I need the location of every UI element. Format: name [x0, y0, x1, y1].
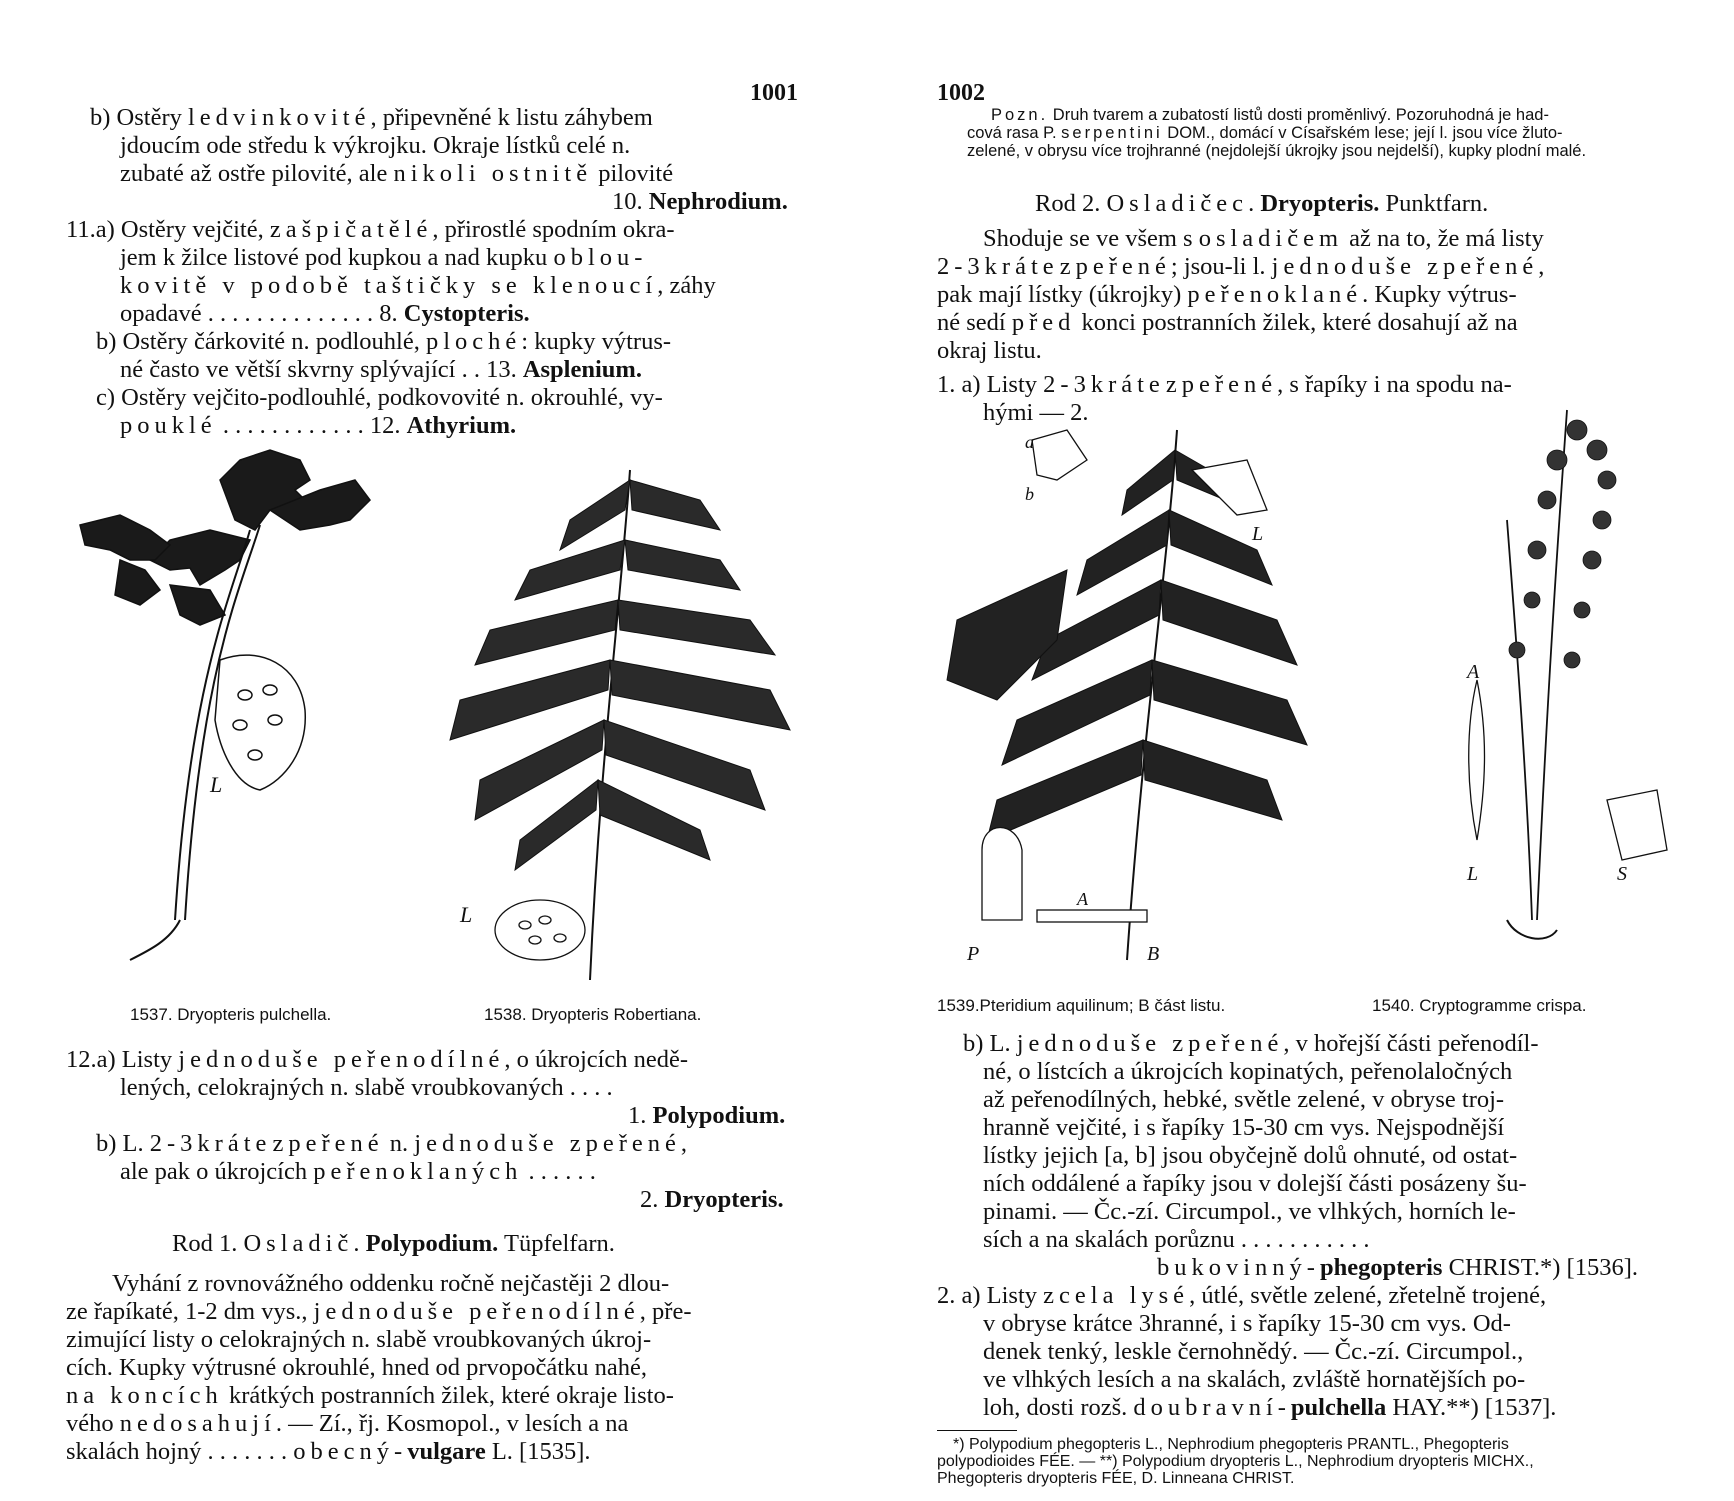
fern-illustration-1538 — [420, 460, 820, 1000]
key-1a-line: hými — 2. — [983, 399, 1089, 426]
figure-letter-B: B — [1147, 943, 1160, 965]
rod1-text-line: Vyhání z rovnovážného oddenku ročně nejčastěji 2 dlou- — [112, 1270, 670, 1297]
figure-letter-L: L — [1467, 863, 1479, 885]
key-b-line: né, o lístcích a úkrojcích kopinatých, peřenolaločných — [983, 1058, 1513, 1085]
species-phegopteris: bukovinný-phegopteris CHRIST.*) [1536]. — [1157, 1254, 1639, 1281]
fern-illustration-1540 — [1407, 400, 1707, 980]
key-2a-line: v obryse krátce 3hranné, i s řapíky 15-30 cm vys. Od- — [983, 1310, 1511, 1337]
fern-illustration-1537 — [60, 420, 400, 980]
key-2a-line: denek tenký, leskle černohnědý. — Čc.-zí. Circumpol., — [983, 1338, 1524, 1365]
key-11a-line: 11.a) Ostěry vejčité, zašpičatělé, přirostlé spodním okra- — [66, 216, 675, 243]
figure-letter-a: a — [1025, 432, 1034, 452]
rod1-text-line: skalách hojný . . . . . . . obecný-vulgare L. [1535]. — [66, 1438, 591, 1465]
key-12b-line: ale pak o úkrojcích peřenoklaných . . . . . . — [120, 1158, 596, 1185]
rod2-heading: Rod 2. Osladičec. Dryopteris. Punktfarn. — [1035, 190, 1489, 217]
caption-1540: 1540. Cryptogramme crispa. — [1372, 996, 1587, 1015]
key-1a-line: 1. a) Listy 2-3kráte zpeřené, s řapíky i na spodu na- — [937, 371, 1512, 398]
footnote-rule — [937, 1430, 1017, 1431]
rod1-heading: Rod 1. Osladič. Polypodium. Tüpfelfarn. — [172, 1230, 615, 1257]
rod2-text-line: 2-3kráte zpeřené; jsou-li l. jednoduše zpeřené, — [937, 253, 1545, 280]
genus-ref-dryopteris: 2. Dryopteris. — [640, 1186, 784, 1213]
key-11a-line: opadavé . . . . . . . . . . . . . . 8. Cystopteris. — [120, 300, 530, 327]
key-11b-line: né často ve větší skvrny splývající . . 13. Asplenium. — [120, 356, 642, 383]
footnote-line: Phegopteris dryopteris FÉE, D. Linneana CHRIST. — [937, 1470, 1295, 1487]
key-10b-line: b) Ostěry ledvinkovité, připevněné k listu záhybem — [90, 104, 653, 131]
key-11c-line: c) Ostěry vejčito-podlouhlé, podkovovité n. okrouhlé, vy- — [96, 384, 663, 411]
figure-letter-b: b — [1025, 484, 1034, 504]
caption-1539: 1539.Pteridium aquilinum; B část listu. — [937, 996, 1226, 1015]
key-b-line: hranně vejčité, i s řapíky 15-30 cm vys. Nejspodnější — [983, 1114, 1505, 1141]
key-b-line: b) L. jednoduše zpeřené, v hořejší části peřenodíl- — [963, 1030, 1539, 1057]
key-10b-line: jdoucím ode středu k výkrojku. Okraje lístků celé n. — [120, 132, 631, 159]
footnote-line: polypodioides FÉE. — **) Polypodium dryopteris L., Nephrodium dryopteris MICHX., — [937, 1453, 1534, 1470]
rod1-text-line: ze řapíkaté, 1-2 dm vys., jednoduše peřenodílné, pře- — [66, 1298, 692, 1325]
figure-letter-L: L — [460, 902, 473, 927]
key-b-line: pinami. — Čc.-zí. Circumpol., ve vlhkých, horních le- — [983, 1198, 1516, 1225]
rod1-text-line: na koncích krátkých postranních žilek, které okraje listo- — [66, 1382, 674, 1409]
caption-1538: 1538. Dryopteris Robertiana. — [484, 1005, 702, 1024]
caption-1537: 1537. Dryopteris pulchella. — [130, 1005, 332, 1024]
key-b-line: sích a na skalách porůznu . . . . . . . . . . . — [983, 1226, 1370, 1253]
key-11b-line: b) Ostěry čárkovité n. podlouhlé, ploché: kupky výtrus- — [96, 328, 672, 355]
figure-letter-L: L — [1252, 523, 1264, 545]
genus-ref-nephrodium: 10. Nephrodium. — [612, 188, 788, 215]
key-11c-line: pouklé . . . . . . . . . . . . 12. Athyrium. — [120, 412, 517, 439]
key-12a-line: lených, celokrajných n. slabě vroubkovaných . . . . — [120, 1074, 613, 1101]
key-12a-line: 12.a) Listy jednoduše peřenodílné, o úkrojcích nedě- — [66, 1046, 689, 1073]
rod2-text-line: Shoduje se ve všem s osladičem až na to, že má listy — [983, 225, 1544, 252]
fern-illustration-1539 — [937, 420, 1387, 980]
rod2-text-line: pak mají lístky (úkrojky) peřenoklané. Kupky výtrus- — [937, 281, 1517, 308]
key-11a-line: jem k žilce listové pod kupkou a nad kupku oblou- — [120, 244, 648, 271]
key-2a-line: 2. a) Listy zcela lysé, útlé, světle zelené, zřetelně trojené, — [937, 1282, 1547, 1309]
rod2-text-line: né sedí před konci postranních žilek, které dosahují až na — [937, 309, 1518, 336]
key-12b-line: b) L. 2-3kráte zpeřené n. jednoduše zpeřené, — [96, 1130, 688, 1157]
key-11a-line: kovitě v podobě taštičky se klenoucí, záhy — [120, 272, 716, 299]
figure-letter-A: A — [1467, 661, 1480, 683]
key-b-line: lístky jejich [a, b] jsou obyčejně dolů ohnuté, od ostat- — [983, 1142, 1518, 1169]
rod2-text-line: okraj listu. — [937, 337, 1042, 364]
rod1-text-line: zimující listy o celokrajných n. slabě vroubkovaných úkroj- — [66, 1326, 652, 1353]
pozn-line: cová rasa P. serpentini DOM., domácí v Císařském lese; její l. jsou více žluto- — [967, 124, 1563, 142]
rod1-text-line: cích. Kupky výtrusné okrouhlé, hned od prvopočátku nahé, — [66, 1354, 648, 1381]
figure-letter-L: L — [210, 772, 223, 797]
right-page — [867, 0, 1734, 1501]
rod1-text-line: vého nedosahují. — Zí., řj. Kosmopol., v lesích a na — [66, 1410, 629, 1437]
page-number: 1001 — [750, 80, 798, 106]
footnote-line: *) Polypodium phegopteris L., Nephrodium phegopteris PRANTL., Phegopteris — [953, 1436, 1509, 1453]
pozn-line: zelené, v obrysu více trojhranné (nejdolejší úkrojky jsou nejdelší), kupky plodní malé. — [967, 142, 1587, 160]
key-10b-line: zubaté až ostře pilovité, ale nikoli ostnitě pilovité — [120, 160, 674, 187]
pozn-line: Pozn. Druh tvarem a zubatostí listů dosti proměnlivý. Pozoruhodná je had- — [991, 106, 1549, 124]
genus-ref-polypodium: 1. Polypodium. — [628, 1102, 786, 1129]
key-2a-line: loh, dosti rozš. doubravní-pulchella HAY.**) [1537]. — [983, 1394, 1557, 1421]
figure-letter-S: S — [1617, 863, 1627, 885]
key-2a-line: ve vlhkých lesích a na skalách, zvláště hornatějších po- — [983, 1366, 1526, 1393]
key-b-line: až peřenodílných, hebké, světle zelené, v obryse troj- — [983, 1086, 1505, 1113]
key-b-line: ních oddálené a řapíky jsou v dolejší části posázeny šu- — [983, 1170, 1527, 1197]
page-number: 1002 — [937, 80, 985, 106]
figure-letter-P: P — [967, 943, 980, 965]
figure-letter-A: A — [1077, 889, 1088, 909]
